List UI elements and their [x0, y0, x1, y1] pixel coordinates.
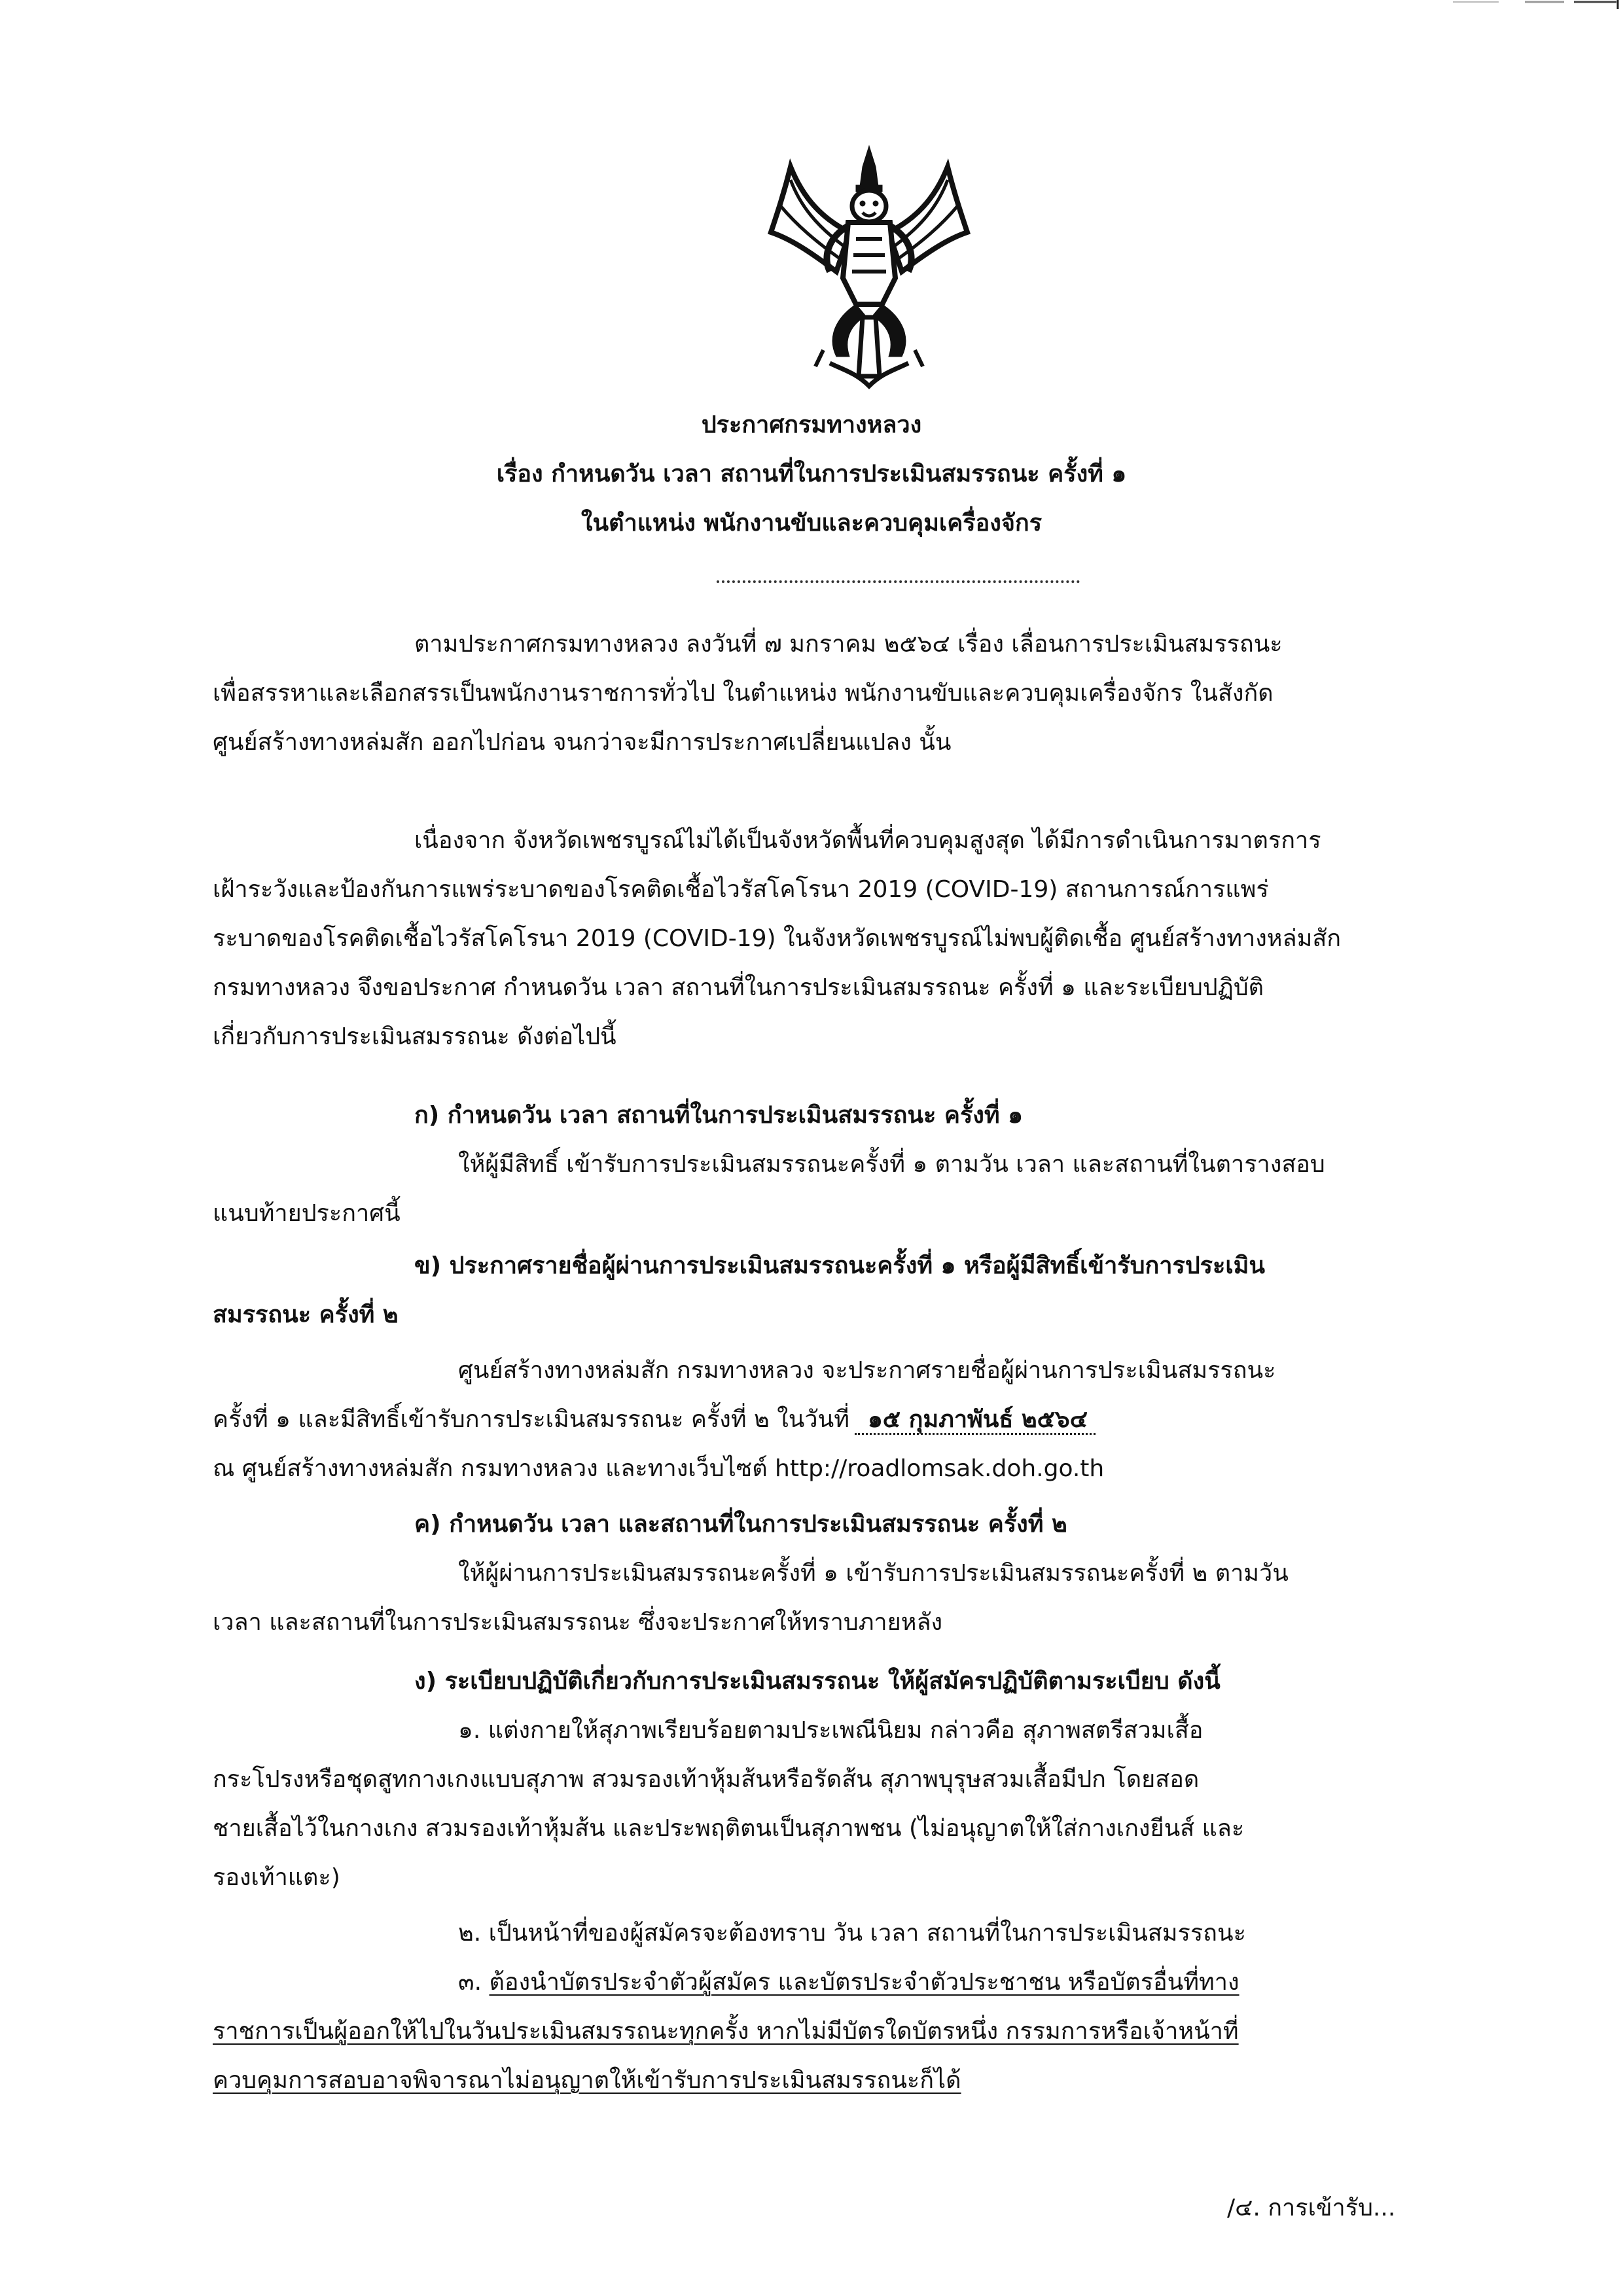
- section-d-item-1-line-4: รองเท้าแตะ): [213, 1864, 340, 1891]
- scan-artifact: [1427, 0, 1623, 9]
- section-d-heading: [414, 1662, 1221, 1699]
- section-b-heading-line-1: ข) ประกาศรายชื่อผู้ผ่านการประเมินสมรรถนะครั้งที่ ๑ หรือผู้มีสิทธิ์เข้ารับการประเมิน: [414, 1252, 1265, 1279]
- section-d-item-3-number: ๓.: [458, 1969, 490, 1996]
- page-continuation: /๔. การเข้ารับ...: [1227, 2195, 1396, 2221]
- section-d-item-3-text-1: ต้องนำบัตรประจำตัวผู้สมัคร และบัตรประจำตัวประชาชน หรือบัตรอื่นที่ทาง: [489, 1969, 1240, 1996]
- section-d-item-3-line-3: ควบคุมการสอบอาจพิจารณาไม่อนุญาตให้เข้ารับการประเมินสมรรถนะก็ได้: [213, 2067, 961, 2094]
- header-separator: [717, 580, 1080, 583]
- section-b-line-3: ณ ศูนย์สร้างทางหล่มสัก กรมทางหลวง และทางเว็บไซต์ http://roadlomsak.doh.go.th: [213, 1455, 1105, 1482]
- section-d-item-3-line-1: [458, 1963, 1240, 2000]
- paragraph-2-line-3: ระบาดของโรคติดเชื้อไวรัสโคโรนา 2019 (COVID-19) ในจังหวัดเพชรบูรณ์ไม่พบผู้ติดเชื้อ ศูนย์สร้างทางหล่มสัก: [213, 925, 1342, 952]
- section-a-line-1: ให้ผู้มีสิทธิ์ เข้ารับการประเมินสมรรถนะครั้งที่ ๑ ตามวัน เวลา และสถานที่ในตารางสอบ: [458, 1151, 1325, 1178]
- paragraph-2-line-4: กรมทางหลวง จึงขอประกาศ กำหนดวัน เวลา สถานที่ในการประเมินสมรรถนะ ครั้งที่ ๑ และระเบียบปฏิบัติ: [213, 974, 1264, 1001]
- section-d-heading-rest: ให้ผู้สมัครปฏิบัติตามระเบียบ ดังนี้: [880, 1668, 1221, 1695]
- section-d-item-2: ๒. เป็นหน้าที่ของผู้สมัครจะต้องทราบ วัน เวลา สถานที่ในการประเมินสมรรถนะ: [458, 1920, 1246, 1947]
- section-a-line-2: แนบท้ายประกาศนี้: [213, 1200, 401, 1227]
- paragraph-1-line-1: ตามประกาศกรมทางหลวง ลงวันที่ ๗ มกราคม ๒๕๖๔ เรื่อง เลื่อนการประเมินสมรรถนะ: [414, 631, 1283, 658]
- section-d-item-1-line-3: ชายเสื้อไว้ในกางเกง สวมรองเท้าหุ้มส้น และประพฤติตนเป็นสุภาพชน (ไม่อนุญาตให้ใส่กางเกงยีนส์ และ: [213, 1815, 1245, 1842]
- section-b-line-2: [213, 1400, 1096, 1438]
- paragraph-2-line-5: เกี่ยวกับการประเมินสมรรถนะ ดังต่อไปนี้: [213, 1023, 616, 1050]
- paragraph-2-line-2: เฝ้าระวังและป้องกันการแพร่ระบาดของโรคติดเชื้อไวรัสโคโรนา 2019 (COVID-19) สถานการณ์การแพร่: [213, 876, 1269, 903]
- section-a-heading: ก) กำหนดวัน เวลา สถานที่ในการประเมินสมรรถนะ ครั้งที่ ๑: [414, 1102, 1023, 1129]
- garuda-emblem-icon: [764, 141, 974, 389]
- section-d-item-3-line-2: ราชการเป็นผู้ออกให้ไปในวันประเมินสมรรถนะทุกครั้ง หากไม่มีบัตรใดบัตรหนึ่ง กรรมการหรือเจ้าหน้าที่: [213, 2018, 1239, 2045]
- section-c-heading: ค) กำหนดวัน เวลา และสถานที่ในการประเมินสมรรถนะ ครั้งที่ ๒: [414, 1511, 1067, 1538]
- announcement-subject: เรื่อง กำหนดวัน เวลา สถานที่ในการประเมินสมรรถนะ ครั้งที่ ๑: [496, 461, 1127, 487]
- section-d-item-1-line-2: กระโปรงหรือชุดสูทกางเกงแบบสุภาพ สวมรองเท้าหุ้มส้นหรือรัดส้น สุภาพบุรุษสวมเสื้อมีปก โดยสอด: [213, 1766, 1200, 1793]
- paragraph-1-line-3: ศูนย์สร้างทางหล่มสัก ออกไปก่อน จนกว่าจะมีการประกาศเปลี่ยนแปลง นั้น: [213, 729, 952, 756]
- announcement-title: ประกาศกรมทางหลวง: [701, 412, 922, 438]
- section-c-line-2: เวลา และสถานที่ในการประเมินสมรรถนะ ซึ่งจะประกาศให้ทราบภายหลัง: [213, 1609, 943, 1636]
- section-b-line-2-text: ครั้งที่ ๑ และมีสิทธิ์เข้ารับการประเมินสมรรถนะ ครั้งที่ ๒ ในวันที่: [213, 1406, 849, 1433]
- section-b-heading-line-2: สมรรถนะ ครั้งที่ ๒: [213, 1301, 399, 1328]
- section-b-line-1: ศูนย์สร้างทางหล่มสัก กรมทางหลวง จะประกาศรายชื่อผู้ผ่านการประเมินสมรรถนะ: [458, 1357, 1276, 1384]
- section-c-line-1: ให้ผู้ผ่านการประเมินสมรรถนะครั้งที่ ๑ เข้ารับการประเมินสมรรถนะครั้งที่ ๒ ตามวัน: [458, 1560, 1289, 1587]
- section-d-heading-bold: ง) ระเบียบปฏิบัติเกี่ยวกับการประเมินสมรรถนะ: [414, 1668, 880, 1695]
- paragraph-1-line-2: เพื่อสรรหาและเลือกสรรเป็นพนักงานราชการทั่วไป ในตำแหน่ง พนักงานขับและควบคุมเครื่องจักร ในสังกัด: [213, 680, 1274, 707]
- section-d-item-1-line-1: ๑. แต่งกายให้สุภาพเรียบร้อยตามประเพณีนิยม กล่าวคือ สุภาพสตรีสวมเสื้อ: [458, 1717, 1204, 1744]
- paragraph-2-line-1: เนื่องจาก จังหวัดเพชรบูรณ์ไม่ได้เป็นจังหวัดพื้นที่ควบคุมสูงสุด ได้มีการดำเนินการมาตรการ: [414, 827, 1321, 854]
- announcement-position: ในตำแหน่ง พนักงานขับและควบคุมเครื่องจักร: [580, 510, 1043, 537]
- announcement-date-value: ๑๕ กุมภาพันธ์ ๒๕๖๔: [855, 1406, 1096, 1435]
